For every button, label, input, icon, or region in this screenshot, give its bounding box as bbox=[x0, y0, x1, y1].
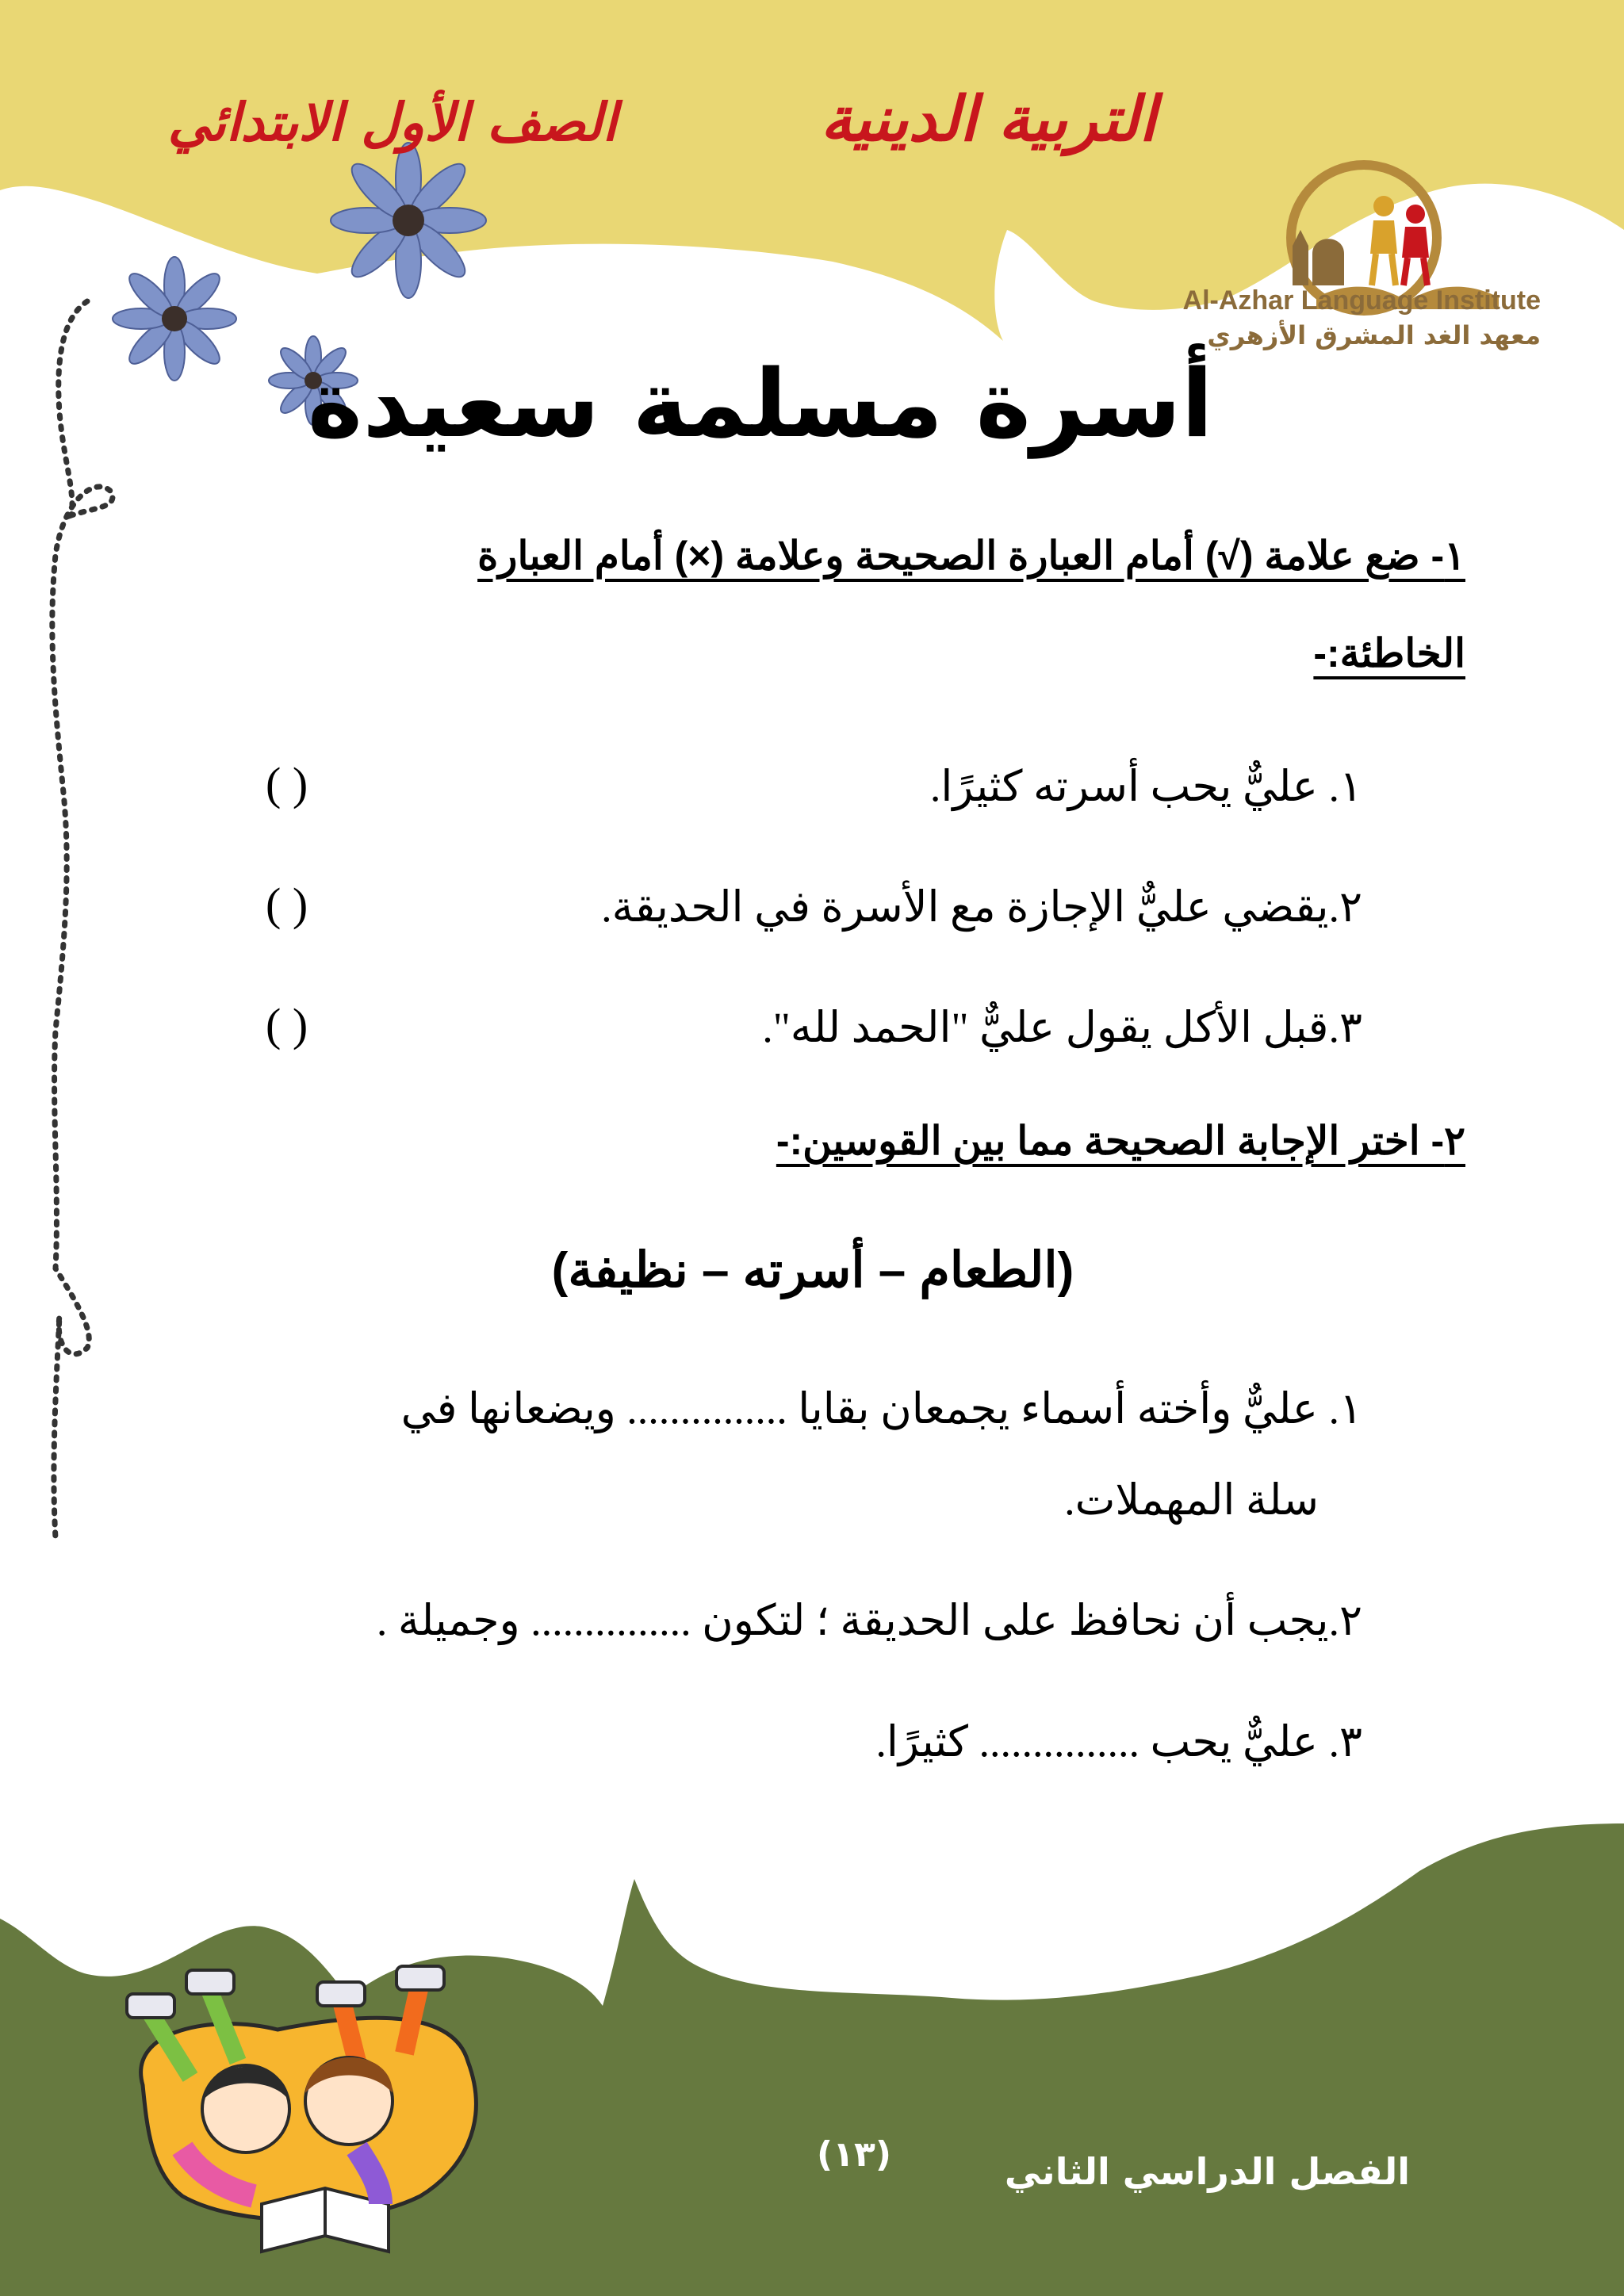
fill-item-3: ٣. عليٌّ يحب ............... كثيرًا. bbox=[875, 1718, 1362, 1766]
logo-name-ar: معهد الغد المشرق الأزهري bbox=[1207, 320, 1541, 350]
flower-medium bbox=[113, 257, 236, 381]
logo-name-en: Al-Azhar Language Institute bbox=[1182, 285, 1541, 316]
section1-heading-line1: ١- ضع علامة (√) أمام العبارة الصحيحة وعلامة (×) أمام العبارة bbox=[477, 534, 1465, 578]
grade-title: الصف الأول الابتدائي bbox=[167, 91, 617, 153]
section1-heading-line2: الخاطئة:- bbox=[1313, 631, 1465, 675]
tf-answer-box-2[interactable]: ( ) bbox=[266, 878, 308, 930]
tf-item-3: ٣.قبل الأكل يقول عليٌّ "الحمد لله". bbox=[762, 1004, 1362, 1051]
fill-item-1-line1: ١. عليٌّ وأخته أسماء يجمعان بقايا ............... ويضعانها في bbox=[400, 1385, 1362, 1433]
tf-answer-box-1[interactable]: ( ) bbox=[266, 758, 308, 809]
tf-item-1: ١. عليٌّ يحب أسرته كثيرًا. bbox=[929, 763, 1362, 810]
lesson-title: أسرة مسلمة سعيدة bbox=[307, 349, 1213, 458]
page-number: (١٣) bbox=[817, 2134, 891, 2175]
fill-item-2: ٢.يجب أن نحافظ على الحديقة ؛ لتكون ............... وجميلة . bbox=[376, 1597, 1362, 1644]
tf-answer-box-3[interactable]: ( ) bbox=[266, 999, 308, 1050]
flower-large bbox=[331, 143, 486, 298]
tf-item-2: ٢.يقضي عليٌّ الإجازة مع الأسرة في الحديقة. bbox=[601, 883, 1362, 931]
section2-heading: ٢- اختر الإجابة الصحيحة مما بين القوسين:- bbox=[776, 1119, 1465, 1163]
term-label: الفصل الدراسي الثاني bbox=[1004, 2150, 1410, 2193]
section2-choices: (الطعام – أسرته – نظيفة) bbox=[551, 1243, 1074, 1298]
fill-item-1-line2: سلة المهملات. bbox=[1064, 1476, 1319, 1524]
dotted-string bbox=[52, 301, 113, 1538]
subject-title: التربية الدينية bbox=[820, 83, 1156, 155]
